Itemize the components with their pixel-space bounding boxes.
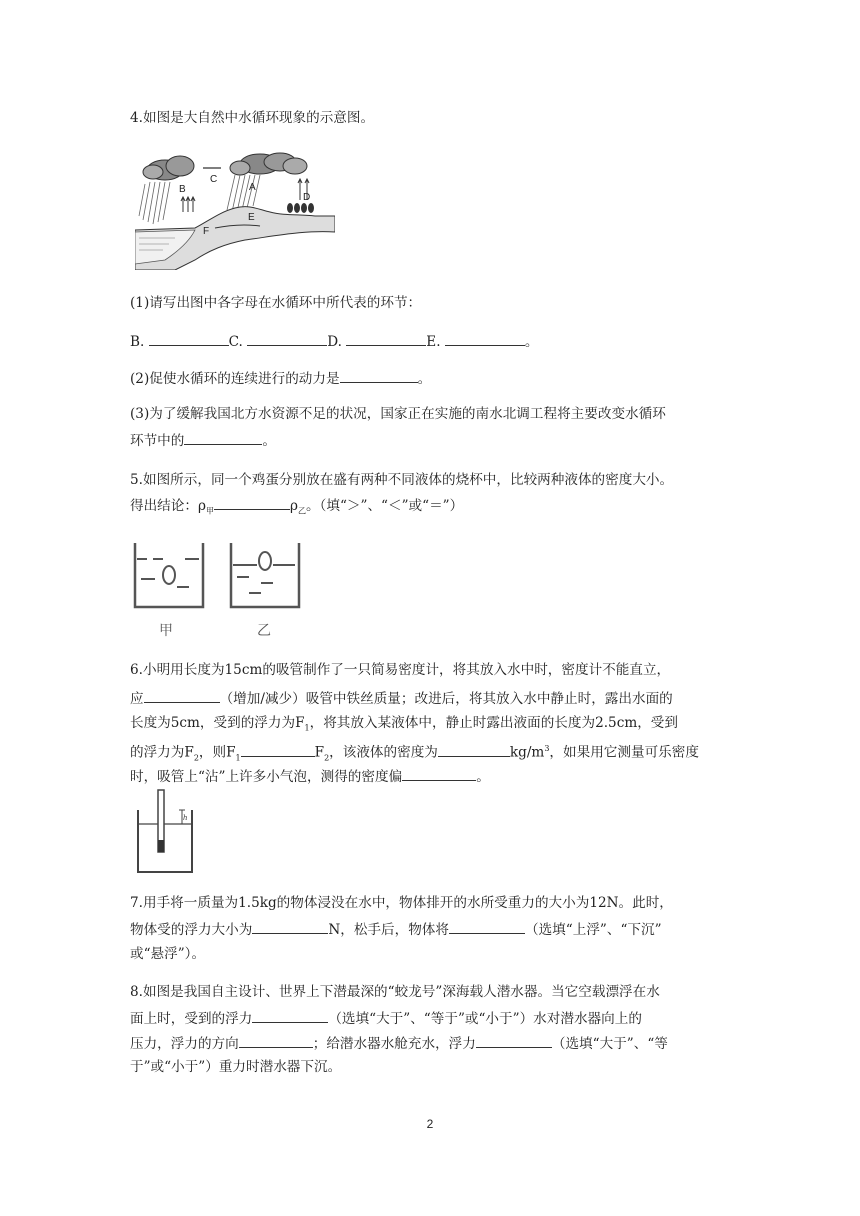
label-b: B <box>179 184 186 195</box>
blank-e[interactable] <box>445 331 525 346</box>
q6-line2 <box>130 688 673 708</box>
q7-line2-mid: N，松手后，物体将 <box>328 922 449 938</box>
label-e-text: E. <box>426 334 441 350</box>
q4-sub3-text: 环节中的 <box>130 433 185 449</box>
label-c: C <box>210 174 218 185</box>
q6-line3-sub: 1 <box>304 723 310 733</box>
blank-q6-compare[interactable] <box>241 742 315 757</box>
q5-line1: 5.如图所示，同一个鸡蛋分别放在盛有两种不同液体的烧杯中，比较两种液体的密度大小。 <box>130 472 674 488</box>
blank-q4-power[interactable] <box>340 368 418 383</box>
q6-line5-start: 时，吸管上“沾”上许多小气泡，测得的密度偏 <box>130 769 403 785</box>
beaker-yi-label: 乙 <box>257 623 271 639</box>
page-number: 2 <box>426 1117 434 1131</box>
q8-line2-rest: （选填“大于”、“等于”或“小于”）水对潜水器向上的 <box>328 1011 642 1027</box>
beaker-jia-label: 甲 <box>159 623 173 639</box>
arrows-b <box>181 197 195 212</box>
q6-line4-sup: 3 <box>544 744 550 753</box>
egg-jia <box>163 566 175 584</box>
q5-line2 <box>130 495 463 521</box>
q4-sub3-end: 。 <box>262 433 276 449</box>
blank-q5-compare[interactable] <box>214 495 290 510</box>
q6-line3-start: 长度为5cm，受到的浮力为F <box>130 715 305 731</box>
blank-q7-force[interactable] <box>252 919 328 934</box>
blank-q4-link[interactable] <box>184 430 262 445</box>
q8-line2-start: 面上时，受到的浮力 <box>130 1011 253 1027</box>
label-f: F <box>203 226 210 237</box>
label-a: A <box>249 182 256 193</box>
q8-line3-a: 压力，浮力的方向 <box>130 1036 239 1052</box>
q4-blanks-row <box>130 331 538 351</box>
q8-line3-b: ；给潜水器水舱充水，浮力 <box>312 1036 476 1052</box>
q5-sub-yi: 乙 <box>297 506 306 516</box>
label-h: h <box>183 814 188 822</box>
blank-q8-direction[interactable] <box>239 1033 313 1048</box>
q7-line3: 或“悬浮”）。 <box>130 946 206 962</box>
label-d-text: D. <box>327 334 342 350</box>
q8-line2 <box>130 1008 642 1028</box>
beakers-figure <box>133 543 313 643</box>
q6-line5-end: 。 <box>476 769 490 785</box>
q6-line4-sub1: 2 <box>193 753 199 763</box>
q4-sub2 <box>130 368 431 388</box>
q6-line4-sub3: 2 <box>324 753 330 763</box>
q4-sub3-line2 <box>130 430 276 450</box>
blank-q6-density[interactable] <box>438 742 510 757</box>
q7-line2-end: （选填“上浮”、“下沉” <box>525 922 662 938</box>
q6-line4-sub2: 1 <box>235 753 241 763</box>
q6-line1: 6.小明用长度为15cm的吸管制作了一只简易密度计，将其放入水中时，密度计不能直立， <box>130 662 671 678</box>
blank-q8-compare2[interactable] <box>476 1033 552 1048</box>
q7-line2 <box>130 919 662 939</box>
q5-line2-end: 。（填“＞”、“＜”或“＝”） <box>305 498 464 514</box>
beaker-jia <box>135 543 203 607</box>
blank-q6-adjust[interactable] <box>144 688 220 703</box>
label-c-text: C. <box>228 334 243 350</box>
label-b-text: B. <box>130 334 145 350</box>
q6-line4-c: F <box>314 744 325 761</box>
q4-sub1-end: 。 <box>524 334 539 350</box>
blank-q7-motion[interactable] <box>449 919 525 934</box>
q6-line5 <box>130 766 490 786</box>
q7-line1: 7.用手将一质量为1.5kg的物体浸没在水中，物体排开的水所受重力的大小为12N。此时， <box>130 895 673 911</box>
water-cycle-figure <box>135 150 335 270</box>
densitometer-figure <box>136 788 206 878</box>
q4-sub2-text: (2)促使水循环的连续进行的动力是 <box>130 371 340 387</box>
q8-line1: 8.如图是我国自主设计、世界上下潜最深的“蛟龙号”深海载人潜水器。当它空载漂浮在水 <box>130 984 660 1000</box>
q6-line4-a: 的浮力为F <box>130 744 194 761</box>
q6-line4-b: ，则F <box>198 744 236 761</box>
q4-title: 4.如图是大自然中水循环现象的示意图。 <box>130 110 375 126</box>
label-e: E <box>248 212 255 223</box>
q5-rho2: ρ <box>289 498 298 514</box>
q4-sub1: (1)请写出图中各字母在水循环中所代表的环节： <box>130 295 422 311</box>
q5-sub-jia: 甲 <box>205 506 214 516</box>
q8-line3 <box>130 1033 668 1053</box>
trees <box>287 203 314 213</box>
label-d: D <box>303 192 311 203</box>
q8-line4: 于”或“小于”）重力时潜水器下沉。 <box>130 1059 342 1075</box>
q6-line4 <box>130 740 699 767</box>
cloud-right <box>230 153 307 175</box>
q6-line3-rest: ，将其放入某液体中，静止时露出液面的长度为2.5cm，受到 <box>309 715 678 731</box>
q8-line3-c: （选填“大于”、“等 <box>551 1036 668 1052</box>
q6-line4-d: ，该液体的密度为 <box>329 744 438 761</box>
blank-c[interactable] <box>247 331 327 346</box>
rain-left <box>139 182 170 224</box>
q6-line4-f: ，如果用它测量可乐密度 <box>549 744 699 761</box>
egg-yi <box>259 552 271 570</box>
blank-q8-compare1[interactable] <box>252 1008 328 1023</box>
blank-q6-bias[interactable] <box>402 766 476 781</box>
q6-line2-start: 应 <box>130 691 144 707</box>
q6-line4-unit: kg/m <box>509 744 545 761</box>
blank-d[interactable] <box>346 331 426 346</box>
q4-sub3-line1: (3)为了缓解我国北方水资源不足的状况，国家正在实施的南水北调工程将主要改变水循环 <box>130 406 666 422</box>
q6-line3 <box>130 714 678 738</box>
cloud-left <box>143 156 194 180</box>
q5-rho1: 得出结论：ρ <box>130 498 206 514</box>
blank-b[interactable] <box>149 331 229 346</box>
q7-line2-start: 物体受的浮力大小为 <box>130 922 253 938</box>
q6-line2-rest: （增加/减少）吸管中铁丝质量；改进后，将其放入水中静止时，露出水面的 <box>219 691 673 707</box>
q4-sub2-end: 。 <box>417 371 432 387</box>
